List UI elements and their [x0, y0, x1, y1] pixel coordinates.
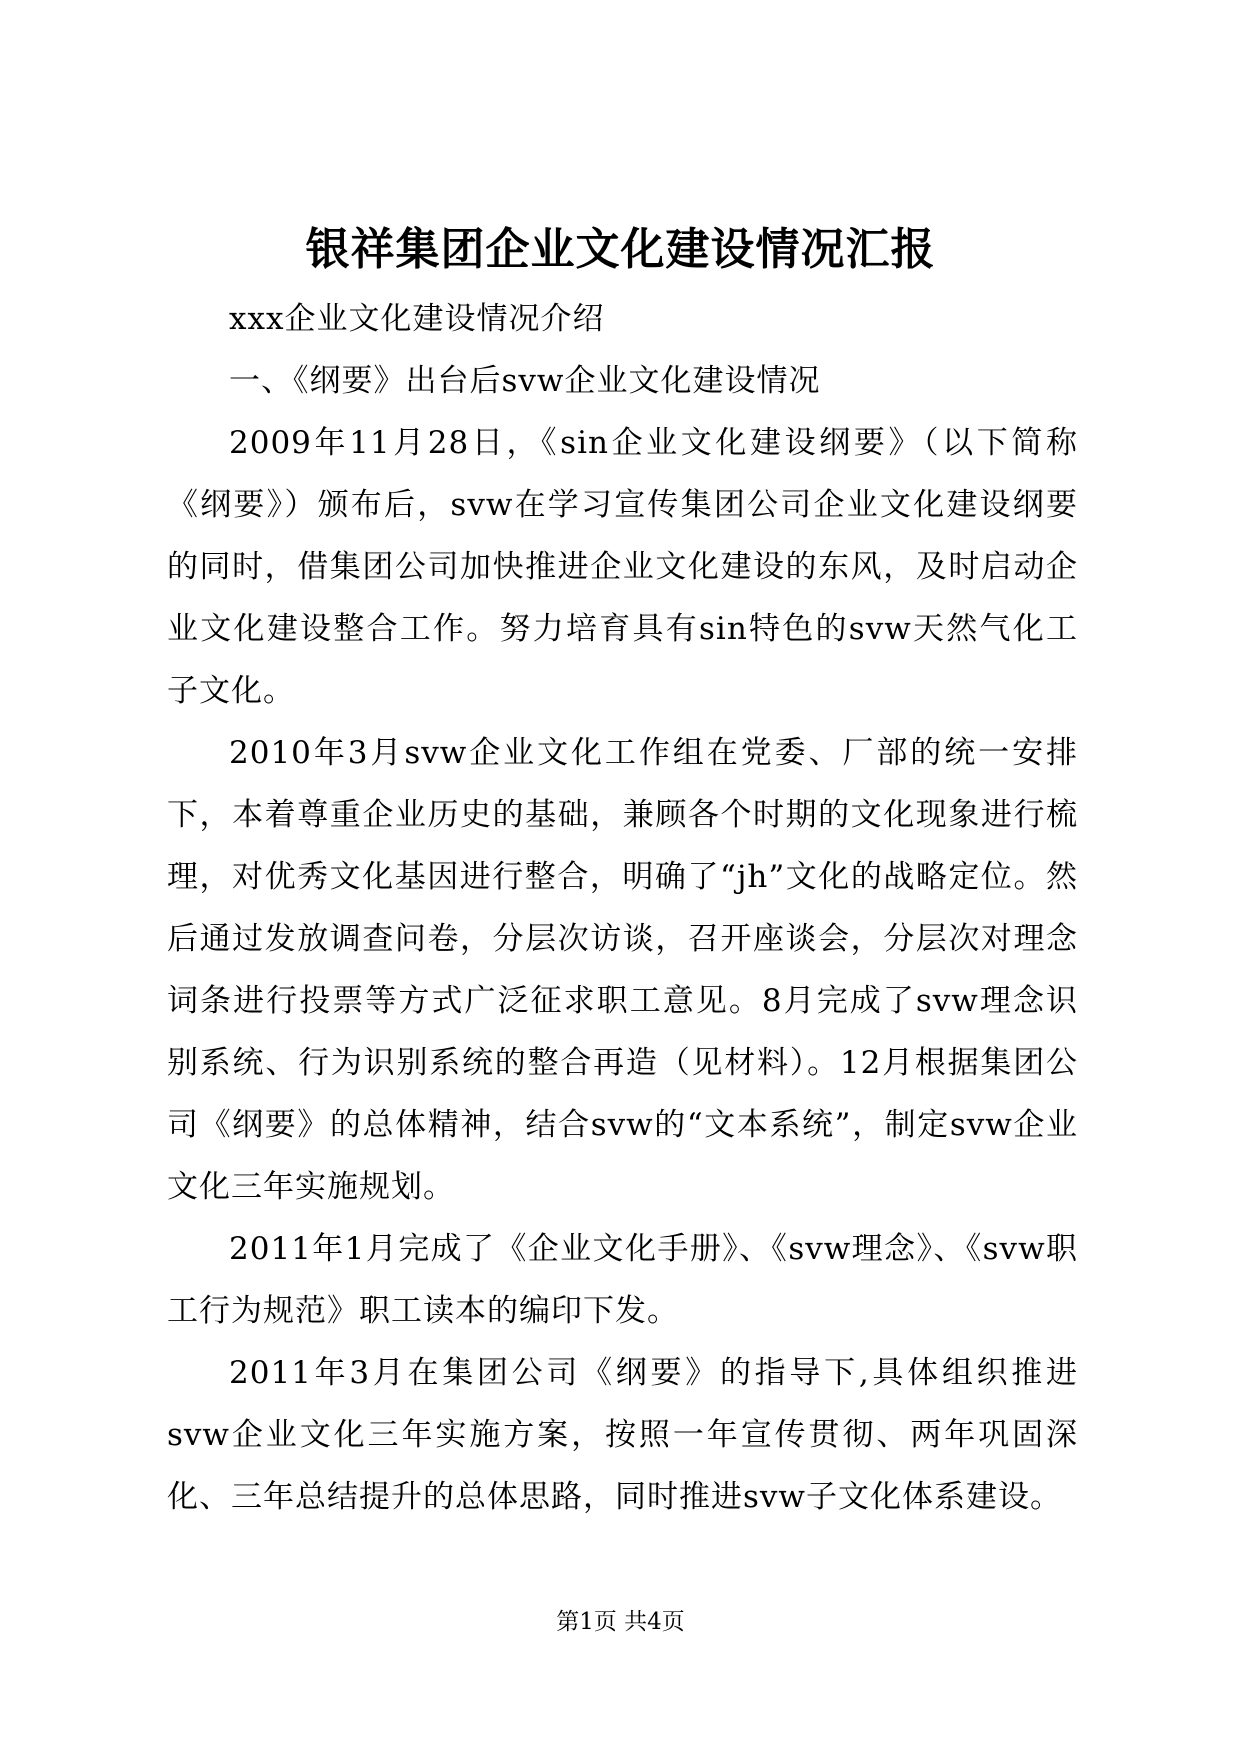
document-body [167, 288, 1078, 1528]
paragraph-section-heading: 一、《纲要》出台后svw企业文化建设情况 [229, 363, 821, 399]
paragraph-2009: 2009年11月28日，《sin企业文化建设纲要》（以下简称《纲要》）颁布后，svw在学习宣传集团公司企业文化建设纲要的同时，借集团公司加快推进企业文化建设的东风，及时启动企业文化建设整合工作。努力培育具有sin特色的svw天然气化工子文化。 [167, 425, 1078, 709]
paragraph-intro: xxx企业文化建设情况介绍 [229, 301, 605, 337]
paragraph-2011-jan: 2011年1月完成了《企业文化手册》、《svw理念》、《svw职工行为规范》职工读本的编印下发。 [167, 1231, 1078, 1329]
page-footer: 第1页 共4页 [556, 1609, 685, 1635]
paragraph-2010: 2010年3月svw企业文化工作组在党委、厂部的统一安排下，本着尊重企业历史的基础，兼顾各个时期的文化现象进行梳理，对优秀文化基因进行整合，明确了“jh”文化的战略定位。然后通过发放调查问卷，分层次访谈，召开座谈会，分层次对理念词条进行投票等方式广泛征求职工意见。8月完成了svw理念识别系统、行为识别系统的整合再造（见材料）。12月根据集团公司《纲要》的总体精神，结合svw的“文本系统”，制定svw企业文化三年实施规划。 [167, 735, 1078, 1205]
paragraph-2011-mar: 2011年3月在集团公司《纲要》的指导下,具体组织推进svw企业文化三年实施方案，按照一年宣传贯彻、两年巩固深化、三年总结提升的总体思路，同时推进svw子文化体系建设。 [167, 1355, 1078, 1515]
document-title: 银祥集团企业文化建设情况汇报 [305, 224, 936, 275]
